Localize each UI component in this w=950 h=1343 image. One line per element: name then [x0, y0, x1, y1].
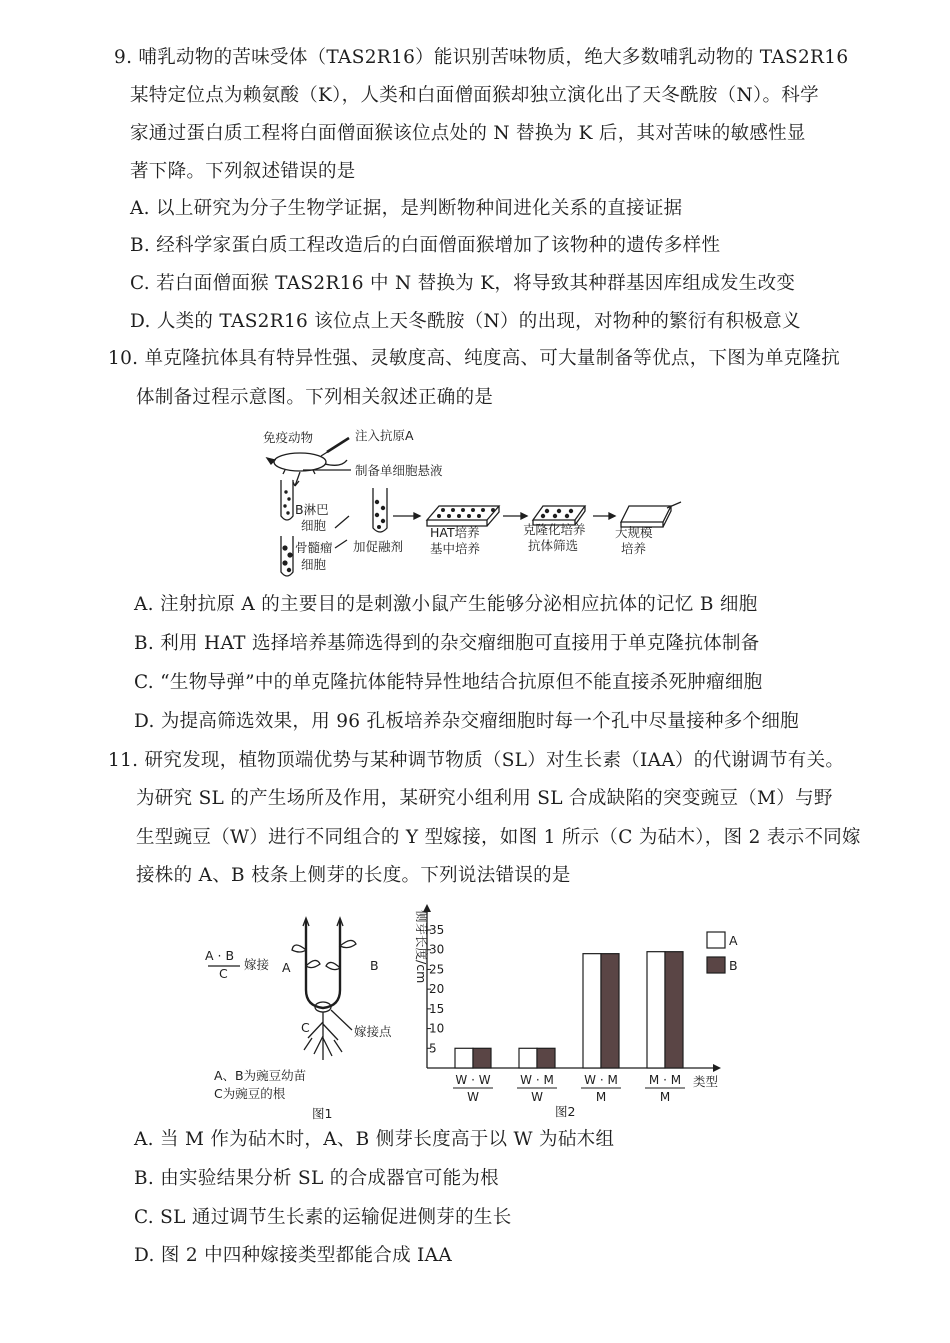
y-tick-label-4: 25 — [429, 962, 445, 977]
y-axis-label: 侧芽长度/cm — [414, 910, 429, 984]
q11-line-4: 接株的 A、B 枝条上侧芽的长度。下列说法错误的是 — [136, 865, 571, 886]
branch-b-label: B — [370, 958, 379, 973]
note-line-1: A、B为豌豆幼苗 — [214, 1068, 307, 1083]
legend-label-a: A — [729, 933, 738, 948]
hat-label: HAT培养 — [430, 525, 480, 540]
q10-option-a: A. 注射抗原 A 的主要目的是刺激小鼠产生能够分泌相应抗体的记忆 B 细胞 — [134, 594, 758, 615]
q10-line-2: 体制备过程示意图。下列相关叙述正确的是 — [136, 387, 494, 408]
fraction-numerator: A · B — [205, 948, 235, 963]
category-top-0: W · W — [455, 1073, 491, 1087]
q9-option-c: C. 若白面僧面猴 TAS2R16 中 N 替换为 K，将导致其种群基因库组成发生改变 — [130, 273, 796, 294]
hat-label-2: 基中培养 — [430, 541, 481, 556]
q9-line-2: 某特定位点为赖氨酸（K），人类和白面僧面猴却独立演化出了天冬酰胺（N）。科学 — [130, 85, 819, 106]
x-axis-arrow — [713, 1064, 721, 1072]
large-scale-label-2: 培养 — [621, 541, 647, 556]
category-top-2: W · M — [584, 1073, 618, 1087]
category-top-3: M · M — [648, 1073, 682, 1087]
q11-line-1: 11. 研究发现，植物顶端优势与某种调节物质（SL）对生长素（IAA）的代谢调节有关。 — [108, 750, 845, 771]
q9-option-d: D. 人类的 TAS2R16 该位点上天冬酰胺（N）的出现，对物种的繁衍有积极意义 — [130, 311, 801, 332]
graft-point-label: 嫁接点 — [354, 1024, 392, 1039]
q10-line-1: 10. 单克隆抗体具有特异性强、灵敏度高、纯度高、可大量制备等优点，下图为单克隆抗 — [108, 348, 841, 369]
q9-line-4: 著下降。下列叙述错误的是 — [130, 161, 356, 182]
graft-diagram — [200, 910, 410, 1120]
y-tick-label-3: 20 — [429, 982, 445, 997]
bar-B-1 — [537, 1048, 555, 1068]
figure1-caption: 图1 — [312, 1106, 333, 1120]
category-bottom-2: M — [595, 1090, 607, 1104]
bar-A-0 — [455, 1048, 473, 1068]
bar-A-1 — [519, 1048, 537, 1068]
antibody-process-diagram — [255, 424, 695, 584]
fraction-denominator: C — [219, 966, 228, 981]
q10-option-d: D. 为提高筛选效果，用 96 孔板培养杂交瘤细胞时每一个孔中尽量接种多个细胞 — [134, 711, 799, 732]
branch-a-label: A — [282, 960, 291, 975]
clone-label-2: 抗体筛选 — [528, 538, 579, 553]
note-line-2: C为豌豆的根 — [214, 1086, 286, 1101]
bar-B-0 — [473, 1048, 491, 1068]
q11-line-2: 为研究 SL 的产生场所及作用，某研究小组利用 SL 合成缺陷的突变豌豆（M）与野 — [136, 788, 833, 809]
side-bud-length-chart — [395, 900, 765, 1130]
y-tick-label-6: 35 — [429, 923, 445, 937]
q10-option-b: B. 利用 HAT 选择培养基筛选得到的杂交瘤细胞可直接用于单克隆抗体制备 — [134, 633, 760, 654]
syringe-icon — [321, 438, 349, 456]
b-lymph-label: B淋巴 — [295, 502, 329, 517]
bar-B-3 — [665, 952, 683, 1068]
q11-option-b: B. 由实验结果分析 SL 的合成器官可能为根 — [134, 1168, 499, 1189]
x-axis-label: 类型 — [693, 1074, 719, 1089]
graft-label: 嫁接 — [244, 957, 270, 972]
y-tick-label-2: 15 — [429, 1001, 445, 1016]
rootstock-c-label: C — [301, 1020, 310, 1035]
q9-line-3: 家通过蛋白质工程将白面僧面猴该位点处的 N 替换为 K 后，其对苦味的敏感性显 — [130, 123, 806, 144]
category-bottom-1: W — [531, 1090, 543, 1104]
inject-antigen-label: 注入抗原A — [355, 428, 414, 443]
category-bottom-3: M — [659, 1090, 671, 1104]
b-lymph-label-2: 细胞 — [301, 518, 327, 533]
immune-animal-label: 免疫动物 — [263, 430, 314, 445]
mouse-icon — [267, 453, 347, 474]
q11-option-d: D. 图 2 中四种嫁接类型都能合成 IAA — [134, 1245, 452, 1266]
culture-vessel-icon — [621, 502, 681, 527]
bar-A-2 — [583, 954, 601, 1068]
legend-swatch-b — [707, 957, 725, 973]
legend-swatch-a — [707, 932, 725, 948]
q11-option-a: A. 当 M 作为砧木时，A、B 侧芽长度高于以 W 为砧木组 — [134, 1129, 615, 1150]
q11-line-3: 生型豌豆（W）进行不同组合的 Y 型嫁接，如图 1 所示（C 为砧木），图 2 表示不同嫁 — [136, 827, 861, 848]
prepare-suspension-label: 制备单细胞悬液 — [355, 463, 443, 478]
bar-B-2 — [601, 954, 619, 1068]
q9-option-a: A. 以上研究为分子生物学证据，是判断物种间进化关系的直接证据 — [130, 198, 683, 219]
bar-A-3 — [647, 952, 665, 1068]
q11-option-c: C. SL 通过调节生长素的运输促进侧芽的生长 — [134, 1207, 512, 1228]
q9-line-1: 9. 哺乳动物的苦味受体（TAS2R16）能识别苦味物质，绝大多数哺乳动物的 TAS2R16 — [114, 47, 849, 68]
y-tick-label-1: 10 — [429, 1021, 445, 1036]
figure2-caption: 图2 — [555, 1104, 576, 1119]
legend-label-b: B — [729, 958, 738, 973]
category-top-1: W · M — [520, 1073, 554, 1087]
myeloma-label-2: 细胞 — [301, 557, 327, 572]
myeloma-label: 骨髓瘤 — [295, 540, 333, 555]
category-bottom-0: W — [467, 1090, 479, 1104]
fusion-label: 加促融剂 — [353, 539, 404, 554]
clone-label: 克隆化培养 — [523, 522, 586, 537]
q10-option-c: C. “生物导弹”中的单克隆抗体能特异性地结合抗原但不能直接杀死肿瘤细胞 — [134, 672, 763, 693]
y-tick-label-5: 30 — [429, 942, 445, 957]
large-scale-label: 大规模 — [615, 525, 653, 540]
graft-point-pointer — [331, 1010, 352, 1030]
q9-option-b: B. 经科学家蛋白质工程改造后的白面僧面猴增加了该物种的遗传多样性 — [130, 235, 721, 256]
y-tick-label-0: 5 — [429, 1041, 437, 1056]
